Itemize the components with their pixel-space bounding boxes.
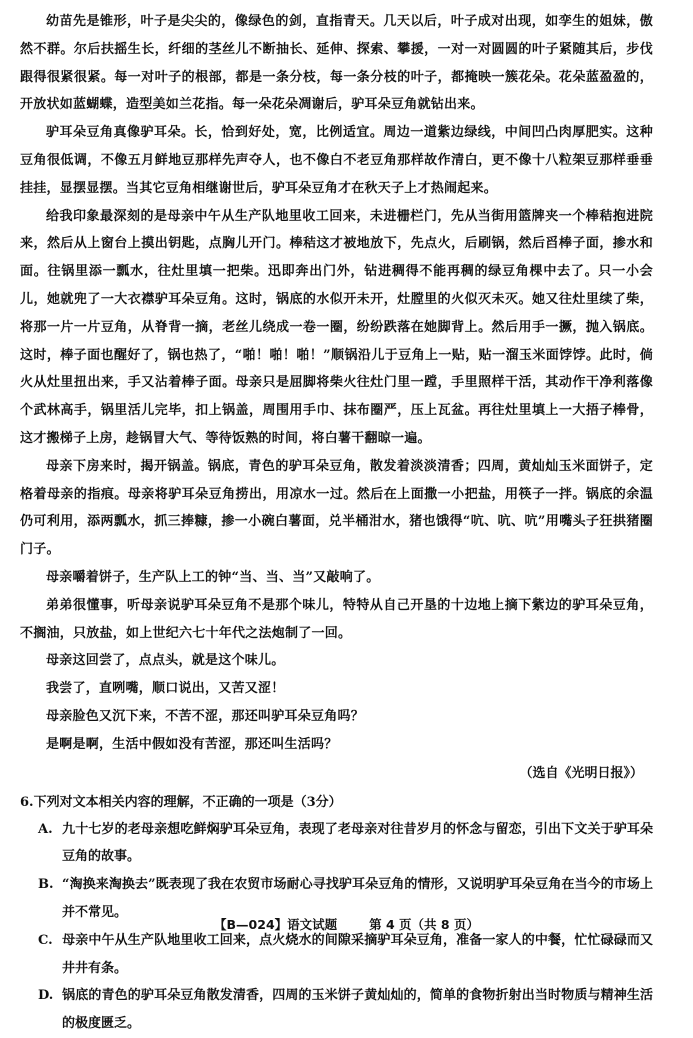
article-paragraph: 母亲嚼着饼子，生产队上工的钟“当、当、当”又敲响了。: [46, 569, 380, 585]
option-letter: A.: [38, 821, 53, 837]
article-paragraph: 驴耳朵豆角真像驴耳朵。长，恰到好处，宽，比例适宜。周边一道紫边绿线，中间凹凸肉厚肥实。这种豆角很低调，不像五月鲜地豆那样先声夺人，也不像白不老豆角那样故作清白，更不像十八粒架豆那样垂垂挂挂，显摆显摆。当其它豆角相继谢世后，驴耳朵豆角才在秋天子上才热闹起来。: [20, 125, 653, 196]
question-stem: 6.下列对文本相关内容的理解，不正确的一项是（3分）: [20, 794, 342, 810]
option-text: 九十七岁的老母亲想吃鲜焖驴耳朵豆角，表现了老母亲对往昔岁月的怀念与留恋，引出下文关于驴耳朵豆角的故事。: [62, 821, 653, 865]
article-paragraph: 给我印象最深刻的是母亲中午从生产队地里收工回来，未进栅栏门，先从当街用篮牌夹一个棒秸抱进院来，然后从上窗台上摸出钥匙，点胸儿开门。棒秸这才被地放下，先点火，后刷锅，然后舀棒子面，掺水和面。往锅里添一瓢水，往灶里填一把柴。迅即奔出门外，钻进稠得不能再稠的绿豆角棵中去了。只一小会儿，她就兜了一大衣襟驴耳朵豆角。这时，锅底的水似开未开，灶膛里的火似灭未灭。她又往灶里续了柴，将那一片一片豆角，从脊背一摘，老丝儿绕成一卷一圈，纷纷跌落在她脚背上。然后用手一撅，抛入锅底。这时，棒子面也醒好了，锅也热了，“啪！啪！啪！”顺锅沿儿于豆角上一贴，贴一溜玉米面饽饽。此时，倘火从灶里扭出来，手又沾着棒子面。母亲只是屈脚将柴火往灶门里一蹚，手里照样干活，其动作干净利落像个武林高手，锅里活儿完毕，扣上锅盖，周围用手巾、抹布圈严，压上瓦盆。再往灶里填上一大捂子棒骨，这才搬梯子上房，趁锅冒大气、等待饭熟的时间，将白薯干翻晾一遍。: [20, 208, 653, 446]
option-letter: B.: [38, 877, 54, 893]
article-body: [20, 8, 653, 759]
article-paragraph: 我尝了，直咧嘴，顺口说出，又苦又涩！: [46, 681, 285, 697]
page-number: 第 4 页（共 8 页）: [369, 917, 479, 932]
article-paragraph: 幼苗先是锥形，叶子是尖尖的，像绿色的剑，直指青天。几天以后，叶子成对出现，如孪生的姐妹，傲然不群。尔后扶摇生长，纤细的茎丝儿不断抽长、延伸、探索、攀援，一对一对圆圆的叶子紧随其后，步伐跟得很紧很紧。每一对叶子的根部，都是一条分枝，每一条分枝的叶子，都掩映一簇花朵。花朵蓝盈盈的，开放状如蓝蝴蝶，造型美如兰花指。每一朵花朵凋谢后，驴耳朵豆角就钻出来。: [20, 14, 653, 113]
article-paragraph: 弟弟很懂事，听母亲说驴耳朵豆角不是那个味儿，特特从自己开垦的十边地上摘下紫边的驴耳朵豆角，不搁油，只放盐，如上世纪六七十年代之法炮制了一回。: [20, 597, 653, 641]
question-block: [20, 789, 653, 1038]
option-text: “淘换来淘换去”既表现了我在农贸市场耐心寻找驴耳朵豆角的情形，又说明驴耳朵豆角在当今的市场上并不常见。: [62, 877, 653, 920]
option-text: 母亲中午从生产队地里收工回来，点火烧水的间隙采摘驴耳朵豆角，准备一家人的中餐，忙忙碌碌而又井井有条。: [62, 932, 653, 976]
article-paragraph: 母亲下房来时，揭开锅盖。锅底，青色的驴耳朵豆角，散发着淡淡清香；四周，黄灿灿玉米面饼子，定格着母亲的指痕。母亲将驴耳朵豆角捞出，用凉水一过。然后在上面撒一小把盐，用筷子一拌。锅底的余温仍可利用，添两瓢水，抓三捧糠，掺一小碗白薯面，兑半桶泔水，猪也饿得“吭、吭、吭”用嘴头子狂拱猪圈门子。: [20, 458, 653, 558]
option-letter: D.: [38, 988, 54, 1004]
page-footer: [0, 915, 693, 933]
option-letter: C.: [38, 932, 53, 948]
article-paragraph: 母亲脸色又沉下来，不苦不涩，那还叫驴耳朵豆角吗？: [46, 708, 365, 724]
article-source: （选自《光明日报》）: [519, 765, 643, 781]
article-paragraph: 母亲这回尝了，点点头，就是这个味儿。: [46, 653, 285, 669]
article-paragraph: 是啊是啊，生活中假如没有苦涩，那还叫生活吗？: [46, 736, 338, 752]
exam-code: 【B—024】语文试题: [214, 917, 338, 932]
option-c[interactable]: [38, 927, 653, 983]
option-text: 锅底的青色的驴耳朵豆角散发清香，四周的玉米饼子黄灿灿的，简单的食物折射出当时物质与精神生活的极度匮乏。: [62, 988, 653, 1032]
option-d[interactable]: [38, 982, 653, 1038]
option-a[interactable]: [38, 816, 653, 872]
